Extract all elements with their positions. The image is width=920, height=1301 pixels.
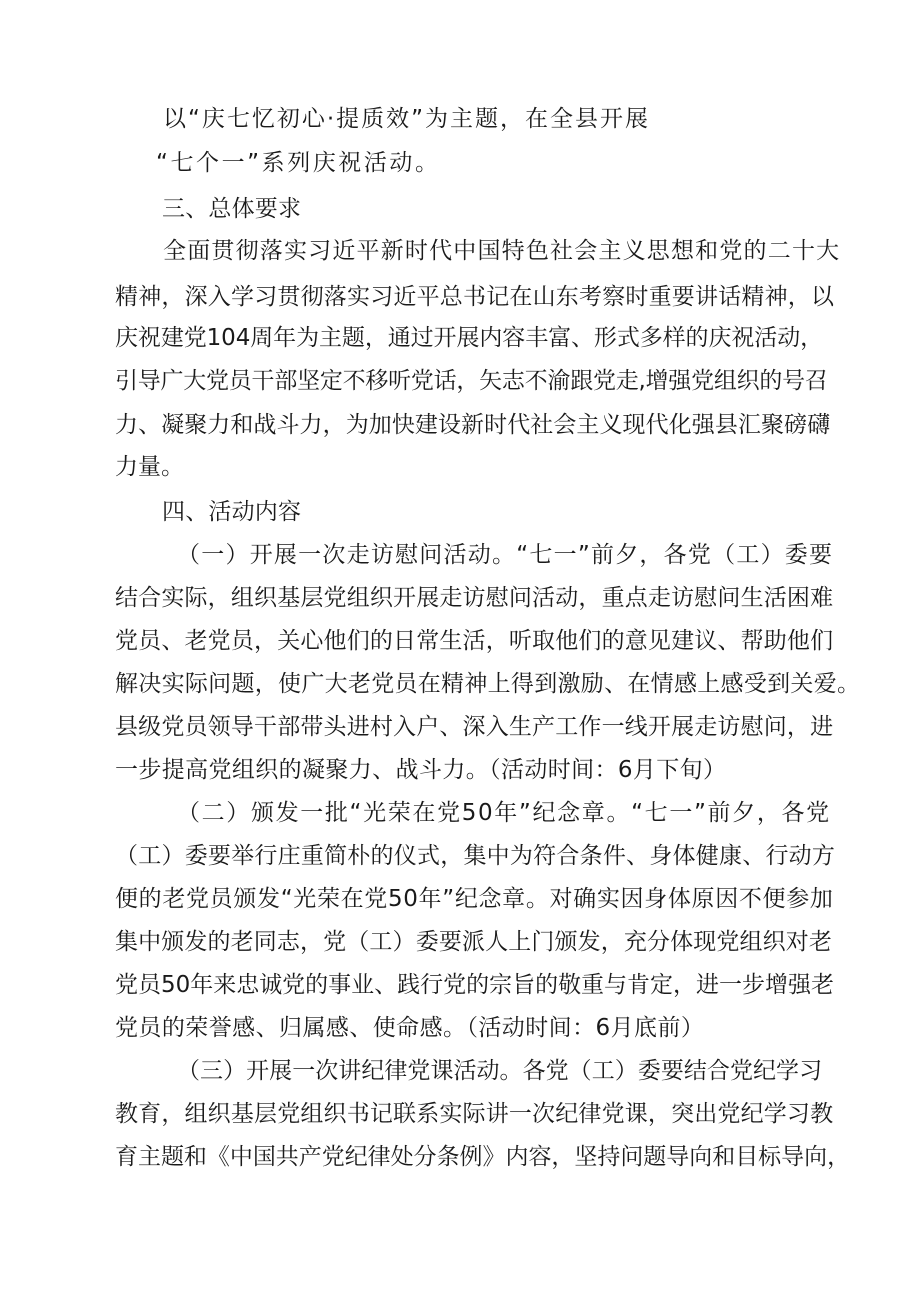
- text-line: （工）委要举行庄重简朴的仪式，集中为符合条件、身体健康、行动方: [115, 843, 836, 869]
- section-heading: 三、总体要求: [162, 196, 302, 222]
- text-line: 全面贯彻落实习近平新时代中国特色社会主义思想和党的二十大: [163, 238, 841, 264]
- text-line: 结合实际，组织基层党组织开展走访慰问活动，重点走访慰问生活困难: [115, 585, 834, 611]
- text-line: 教育，组织基层党组织书记联系实际讲一次纪律党课，突出党纪学习教: [115, 1101, 834, 1127]
- text-line: “七个一”系列庆祝活动。: [156, 150, 441, 176]
- text-line: 庆祝建党104周年为主题，通过开展内容丰富、形式多样的庆祝活动，: [115, 325, 824, 351]
- text-line: 县级党员领导干部带头进村入户、深入生产工作一线开展走访慰问，进: [115, 714, 834, 740]
- text-line: 引导广大党员干部坚定不移听党话，矢志不渝跟党走,增强党组织的号召: [115, 368, 828, 394]
- section-heading: 四、活动内容: [162, 499, 302, 525]
- text-line: （一）开展一次走访慰问活动。“七一”前夕，各党（工）委要: [177, 542, 834, 568]
- text-line: 精神，深入学习贯彻落实习近平总书记在山东考察时重要讲话精神，以: [115, 284, 835, 310]
- text-line: 育主题和《中国共产党纪律处分条例》内容，坚持问题导向和目标导向，: [115, 1144, 851, 1170]
- text-line: 力量。: [115, 454, 184, 480]
- text-line: 集中颁发的老同志，党（工）委要派人上门颁发，充分体现党组织对老: [115, 929, 833, 955]
- text-line: （三）开展一次讲纪律党课活动。各党（工）委要结合党纪学习: [177, 1058, 823, 1084]
- text-line: 一步提高党组织的凝聚力、战斗力。（活动时间：6月下旬）: [115, 757, 727, 783]
- text-line: 以“庆七忆初心·提质效”为主题，在全县开展: [163, 106, 650, 132]
- text-line: 力、凝聚力和战斗力，为加快建设新时代社会主义现代化强县汇聚磅礴: [115, 412, 831, 438]
- text-line: 便的老党员颁发“光荣在党50年”纪念章。对确实因身体原因不便参加: [115, 886, 834, 912]
- text-line: 党员的荣誉感、归属感、使命感。（活动时间：6月底前）: [115, 1015, 705, 1041]
- text-line: 党员、老党员，关心他们的日常生活，听取他们的意见建议、帮助他们: [115, 628, 834, 654]
- text-line: 解决实际问题，使广大老党员在精神上得到激励、在情感上感受到关爱。: [115, 671, 861, 697]
- text-line: 党员50年来忠诚党的事业、践行党的宗旨的敬重与肯定，进一步增强老: [115, 972, 834, 998]
- text-line: （二）颁发一批“光荣在党50年”纪念章。“七一”前夕，各党: [177, 800, 831, 826]
